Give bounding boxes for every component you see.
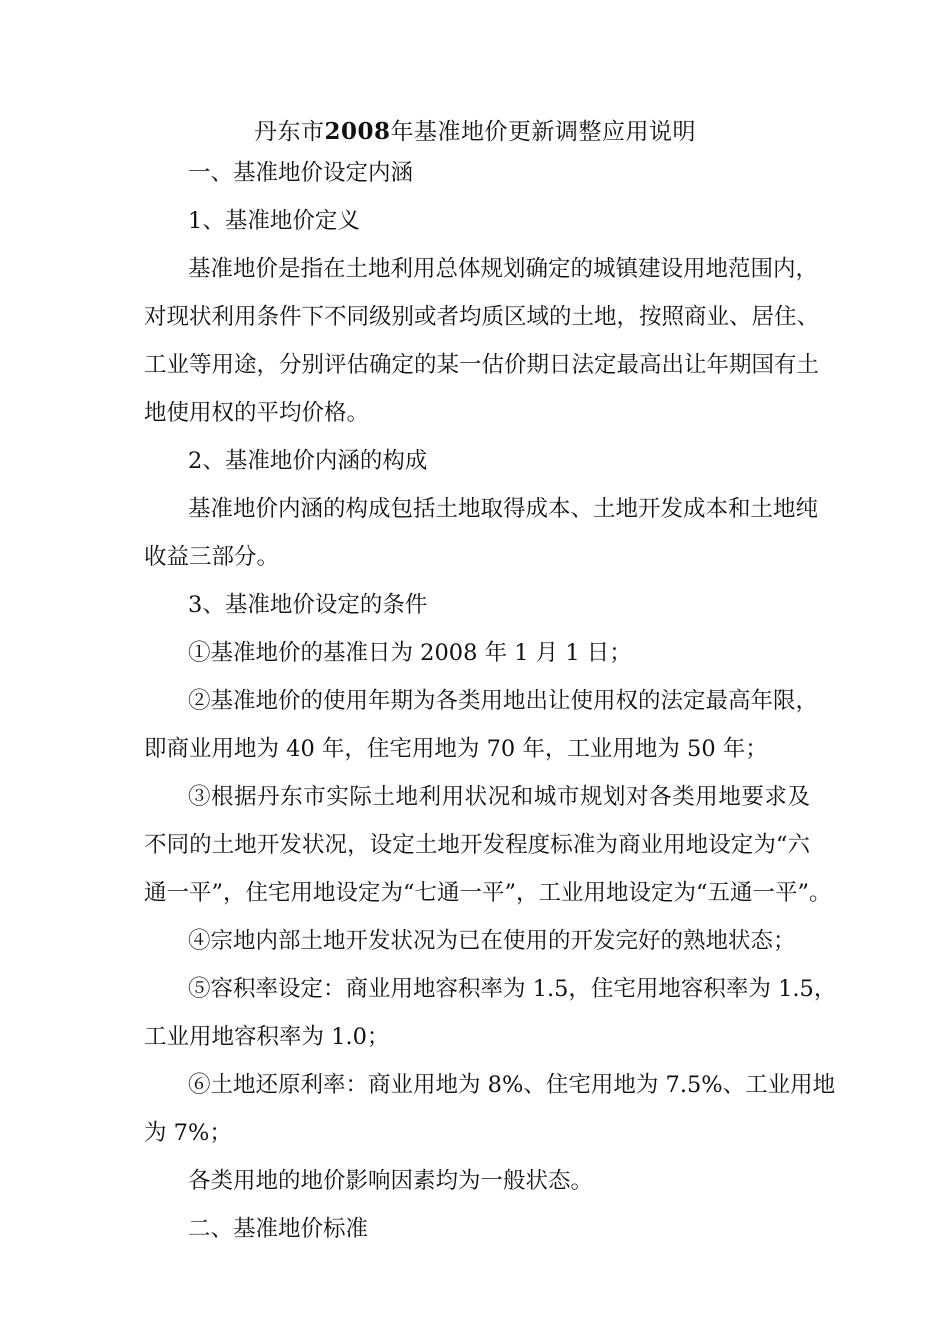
text-line: 基准地价是指在土地利用总体规划确定的城镇建设用地范围内， (188, 256, 819, 282)
text-line: 1、基准地价定义 (188, 208, 360, 234)
text-line: ②基准地价的使用年期为各类用地出让使用权的法定最高年限， (188, 688, 819, 714)
text-line: 地使用权的平均价格。 (144, 400, 370, 426)
text-line: 即商业用地为 40 年，住宅用地为 70 年，工业用地为 50 年； (144, 736, 768, 762)
text-line: ④宗地内部土地开发状况为已在使用的开发完好的熟地状态； (188, 928, 796, 954)
text-line: ⑤容积率设定：商业用地容积率为 1.5，住宅用地容积率为 1.5， (188, 976, 837, 1002)
text-line: 对现状利用条件下不同级别或者均质区域的土地，按照商业、居住、 (144, 304, 820, 330)
text-line: 2、基准地价内涵的构成 (188, 448, 428, 474)
text-line: 通一平”，住宅用地设定为“七通一平”，工业用地设定为“五通一平”。 (144, 880, 832, 906)
text-line: 工业等用途，分别评估确定的某一估价期日法定最高出让年期国有土 (144, 352, 820, 378)
text-line: 不同的土地开发状况，设定土地开发程度标准为商业用地设定为“六 (144, 832, 810, 858)
title-suffix: 年基准地价更新调整应用说明 (390, 119, 696, 145)
text-line: 为 7%； (144, 1120, 232, 1146)
text-line: 二、基准地价标准 (188, 1216, 369, 1242)
text-line: 工业用地容积率为 1.0； (144, 1024, 390, 1050)
document-body (144, 157, 837, 1261)
text-line: 收益三部分。 (144, 544, 280, 570)
text-line: 基准地价内涵的构成包括土地取得成本、土地开发成本和土地纯 (188, 496, 819, 522)
document-title (0, 116, 950, 148)
title-year: 2008 (324, 118, 391, 145)
text-line: ⑥土地还原利率：商业用地为 8%、住宅用地为 7.5%、工业用地 (188, 1072, 836, 1098)
text-line: 一、基准地价设定内涵 (188, 160, 414, 186)
text-line: ③根据丹东市实际土地利用状况和城市规划对各类用地要求及 (188, 784, 810, 810)
text-line: 3、基准地价设定的条件 (188, 592, 428, 618)
text-line: 各类用地的地价影响因素均为一般状态。 (188, 1168, 594, 1194)
text-line: ①基准地价的基准日为 2008 年 1 月 1 日； (188, 640, 632, 666)
title-prefix: 丹东市 (253, 119, 325, 145)
